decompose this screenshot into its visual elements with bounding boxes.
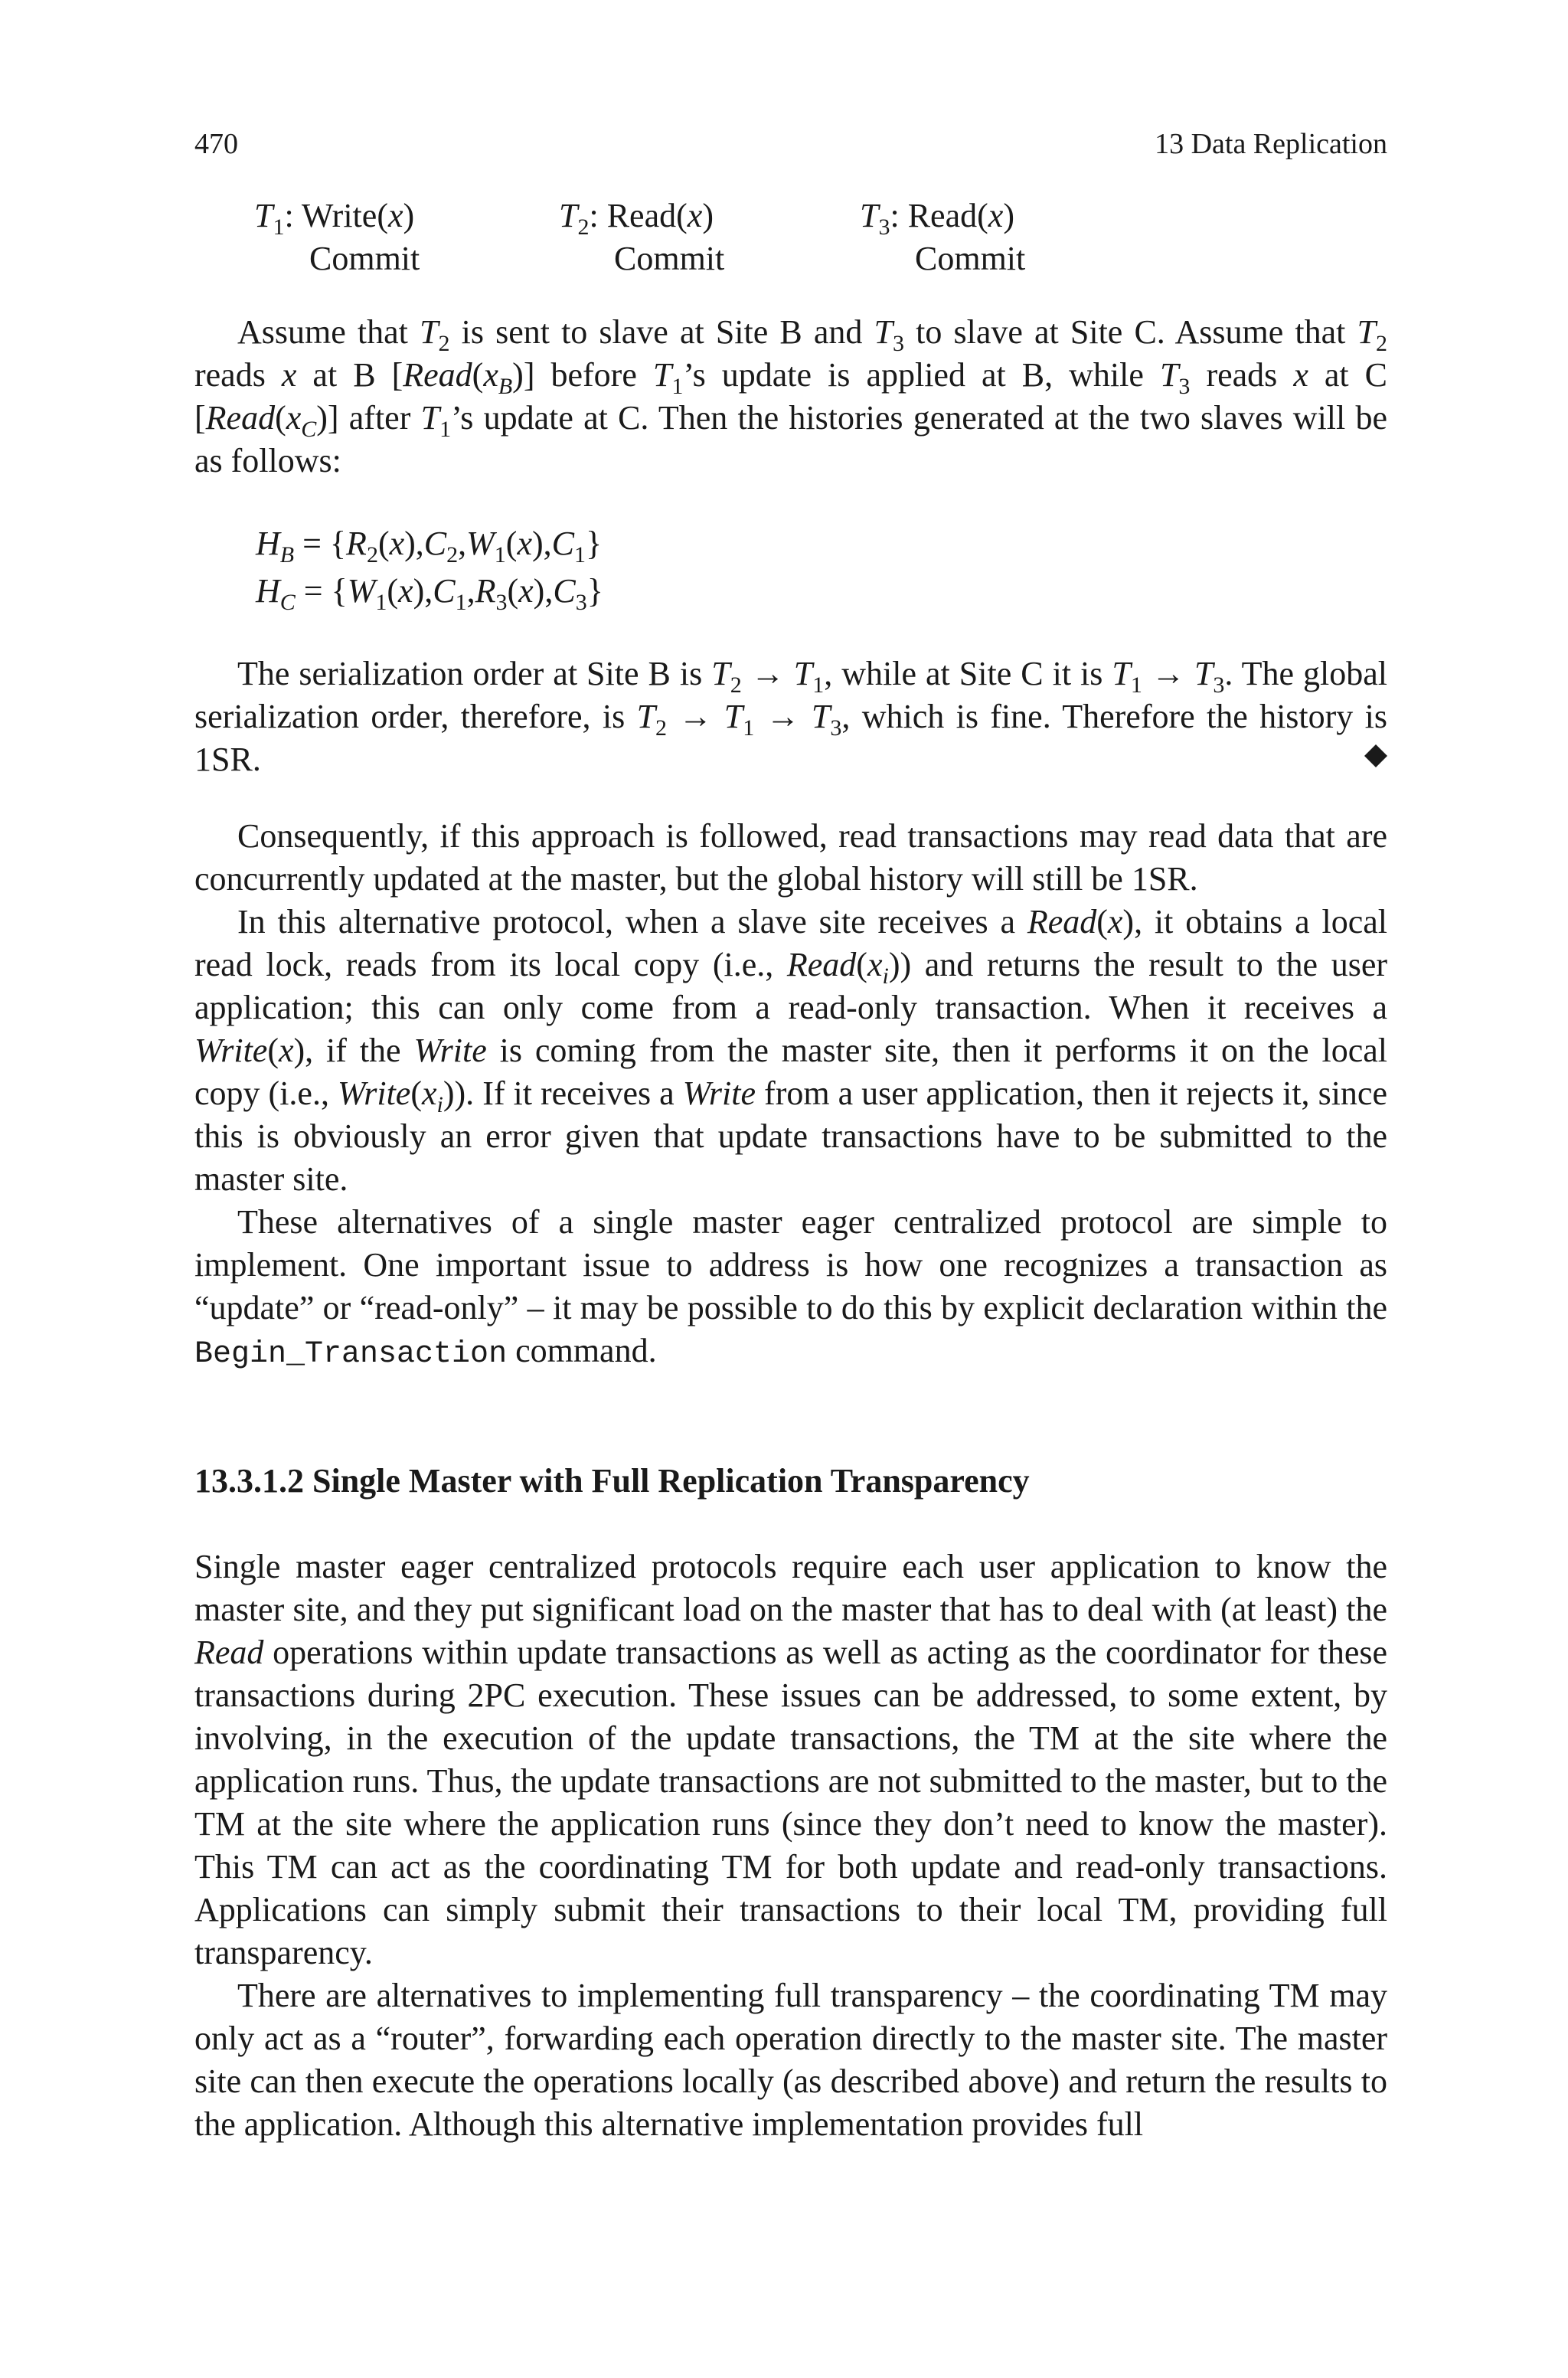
transaction-t2: $T_2$: Read(x) Commit [559,197,725,277]
paragraph-consequently: Consequently, if this approach is followed, read transactions may read data that are concurrently updated at the master, but the global history will still be 1SR. [194,817,1387,898]
running-title: 13 Data Replication [1155,128,1387,160]
transaction-t3: $T_3$: Read(x) Commit [860,197,1026,277]
example-paragraph-2: The serialization order at Site B is $T_2 \to T_1$, while at Site C it is $T_1 \to T_3$. The global serialization order, therefore, is $T_2 \to T_1 \to T_3$, which is fine. Therefore the history is 1SR. [194,655,1388,778]
example-paragraph-1: Assume that $T_2$ is sent to slave at Site B and $T_3$ to slave at Site C. Assume that $T_2$ reads x at B $[Read(x_B)]$ before $T_1’s$ update is applied at B, while $T_3$ reads x at C $[Read(x_C)]$ after $T_1’s$ update at C. Then the histories generated at the two slaves will be as follows: [194,313,1388,479]
end-of-example-diamond-icon [1364,744,1387,767]
history-hb: $H_B = \{R_2(x),C_2,W_1(x),C_1\}$ [256,525,603,568]
paragraph-single-master: Single master eager centralized protocols require each user application to know the master site, and they put significant load on the master that has to deal with (at least) the Read operations within update transactions as well as acting as the coordinator for these transactions during 2PC execution. These issues can be addressed, to some extent, by involving, in the execution of the update transactions, the TM at the site where the application runs. Thus, the update transactions are not submitted to the master, but to the TM at the site where the application runs (since they don’t need to know the master). This TM can act as the coordinating TM for both update and read-only transactions. Applications can simply submit their transactions to their local TM, providing full transparency. [194,1548,1387,1971]
page-number: 470 [194,128,238,160]
transaction-t1: $T_1$: Write(x) Commit [254,197,420,277]
paragraph-full-transparency: There are alternatives to implementing full transparency – the coordinating TM may only act as a “router”, forwarding each operation directly to the master site. The master site can then execute the operations locally (as described above) and return the results to the application. Although this alternative implementation provides full [194,1977,1387,2143]
paragraph-alternative-protocol: In this alternative protocol, when a slave site receives a Read(x), it obtains a local read lock, reads from its local copy (i.e., $Read(x_i)$) and returns the result to the user application; this can only come from a read-only transaction. When it receives a Write(x), if the Write is coming from the master site, then it performs it on the local copy (i.e., $Write(x_i)$). If it receives a Write from a user application, then it rejects it, since this is obviously an error given that update transactions have to be submitted to the master site. [194,903,1388,1198]
history-hc: $H_C = \{W_1(x),C_1,R_3(x),C_3\}$ [256,572,603,615]
section-heading: 13.3.1.2 Single Master with Full Replication Transparency [194,1462,1030,1500]
paragraph-alternatives-summary: These alternatives of a single master eager centralized protocol are simple to implement. One important issue to address is how one recognizes a transaction as “update” or “read-only” – it may be possible to do this by explicit declaration within the Begin_Transaction command. [194,1203,1387,1372]
